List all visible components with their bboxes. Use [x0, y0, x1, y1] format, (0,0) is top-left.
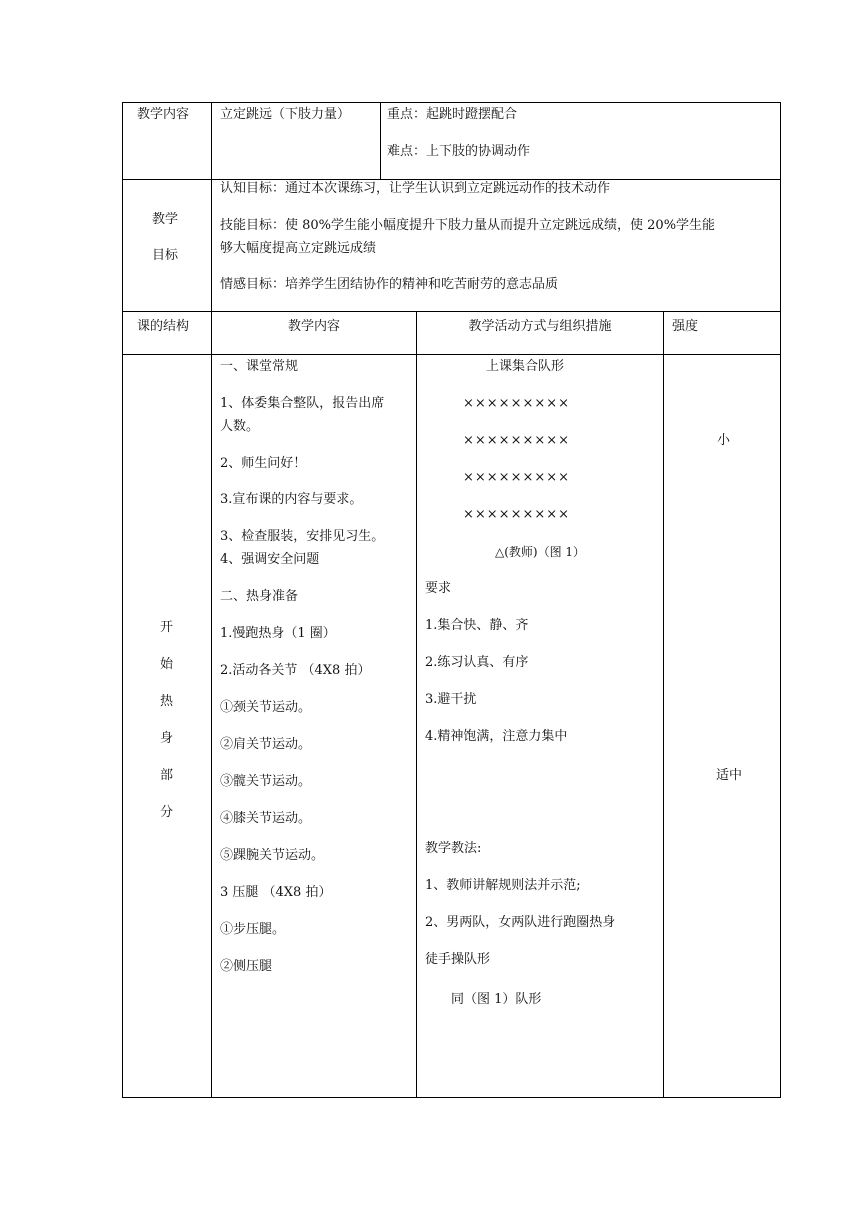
goal-skill-line2: 够大幅度提高立定跳远成绩 — [220, 241, 377, 256]
content-line: 3、检查服装，安排见习生。 — [220, 529, 385, 544]
requirements-title: 要求 — [425, 581, 452, 596]
content-line: 2、师生问好！ — [220, 456, 307, 471]
content-line: ①步压腿。 — [220, 922, 286, 937]
intensity-small: 小 — [717, 433, 731, 448]
col-divider-goals — [211, 179, 212, 311]
section-char: 始 — [160, 657, 174, 672]
goal-skill-line1: 技能目标：使 80%学生能小幅度提升下肢力量从而提升立定跳远成绩，使 20%学生能 — [220, 218, 716, 233]
formation-row: ××××××××× — [463, 396, 571, 411]
goal-cognitive: 认知目标：通过本次课练习，让学生认识到立定跳远动作的技术动作 — [220, 181, 611, 196]
section-char: 部 — [160, 768, 174, 783]
goals-label-line1: 教学 — [152, 212, 179, 227]
col-divider-content — [416, 311, 417, 1098]
method-item: 2、男两队，女两队进行跑圈热身 — [425, 915, 616, 930]
requirement-item: 4.精神饱满，注意力集中 — [425, 729, 568, 744]
difficulty: 难点：上下肢的协调动作 — [387, 144, 531, 159]
table-border-right — [780, 102, 781, 1098]
col-header-intensity: 强度 — [672, 319, 699, 334]
content-line: 3 压腿 （4X8 拍） — [220, 885, 332, 900]
content-line: 1、体委集合整队，报告出席 — [220, 396, 385, 411]
content-line: 3.宣布课的内容与要求。 — [220, 492, 363, 507]
col-divider-activity — [663, 311, 664, 1098]
content-line: 二、热身准备 — [220, 589, 299, 604]
method-title: 教学教法: — [425, 841, 482, 856]
teacher-marker: △(教师)（图 1） — [495, 545, 586, 559]
content-line: 4、强调安全问题 — [220, 552, 320, 567]
content-line: 2.活动各关节 （4X8 拍） — [220, 663, 371, 678]
content-line: 人数。 — [220, 419, 260, 434]
col-divider-key — [380, 102, 381, 179]
content-value: 立定跳远（下肢力量） — [220, 107, 351, 122]
content-line: ①颈关节运动。 — [220, 700, 312, 715]
drill-formation: 徒手操队形 — [425, 952, 491, 967]
table-border-left — [122, 102, 123, 1098]
col-divider-label — [211, 102, 212, 179]
table-border-bottom — [122, 1097, 781, 1098]
method-item: 1、教师讲解规则法并示范; — [425, 878, 581, 893]
formation-row: ××××××××× — [463, 433, 571, 448]
requirement-item: 1.集合快、静、齐 — [425, 618, 529, 633]
intensity-medium: 适中 — [716, 768, 743, 783]
content-line: ③髋关节运动。 — [220, 774, 312, 789]
row-divider-columns — [122, 354, 781, 355]
requirement-item: 2.练习认真、有序 — [425, 655, 529, 670]
key-point: 重点：起跳时蹬摆配合 — [387, 107, 518, 122]
table-border-top — [122, 102, 781, 103]
formation-row: ××××××××× — [463, 507, 571, 522]
formation-title: 上课集合队形 — [486, 359, 565, 374]
goals-label-line2: 目标 — [152, 248, 179, 263]
content-line: 一、课堂常规 — [220, 359, 299, 374]
formation-row: ××××××××× — [463, 470, 571, 485]
section-char: 热 — [160, 694, 174, 709]
section-char: 开 — [160, 620, 174, 635]
col-divider-structure — [211, 311, 212, 1098]
goal-emotional: 情感目标：培养学生团结协作的精神和吃苦耐劳的意志品质 — [220, 277, 559, 292]
section-char: 分 — [160, 805, 174, 820]
content-line: 1.慢跑热身（1 圈） — [220, 626, 336, 641]
requirement-item: 3.避干扰 — [425, 692, 477, 707]
content-label: 教学内容 — [137, 107, 190, 122]
col-header-structure: 课的结构 — [137, 319, 190, 334]
col-header-content: 教学内容 — [287, 319, 340, 334]
col-header-activity: 教学活动方式与组织措施 — [468, 319, 612, 334]
row-divider-goals — [122, 311, 781, 312]
content-line: ⑤踝腕关节运动。 — [220, 848, 325, 863]
content-line: ②侧压腿 — [220, 959, 273, 974]
content-line: ④膝关节运动。 — [220, 811, 312, 826]
drill-same: 同（图 1）队形 — [451, 992, 542, 1007]
content-line: ②肩关节运动。 — [220, 737, 312, 752]
section-char: 身 — [160, 731, 174, 746]
